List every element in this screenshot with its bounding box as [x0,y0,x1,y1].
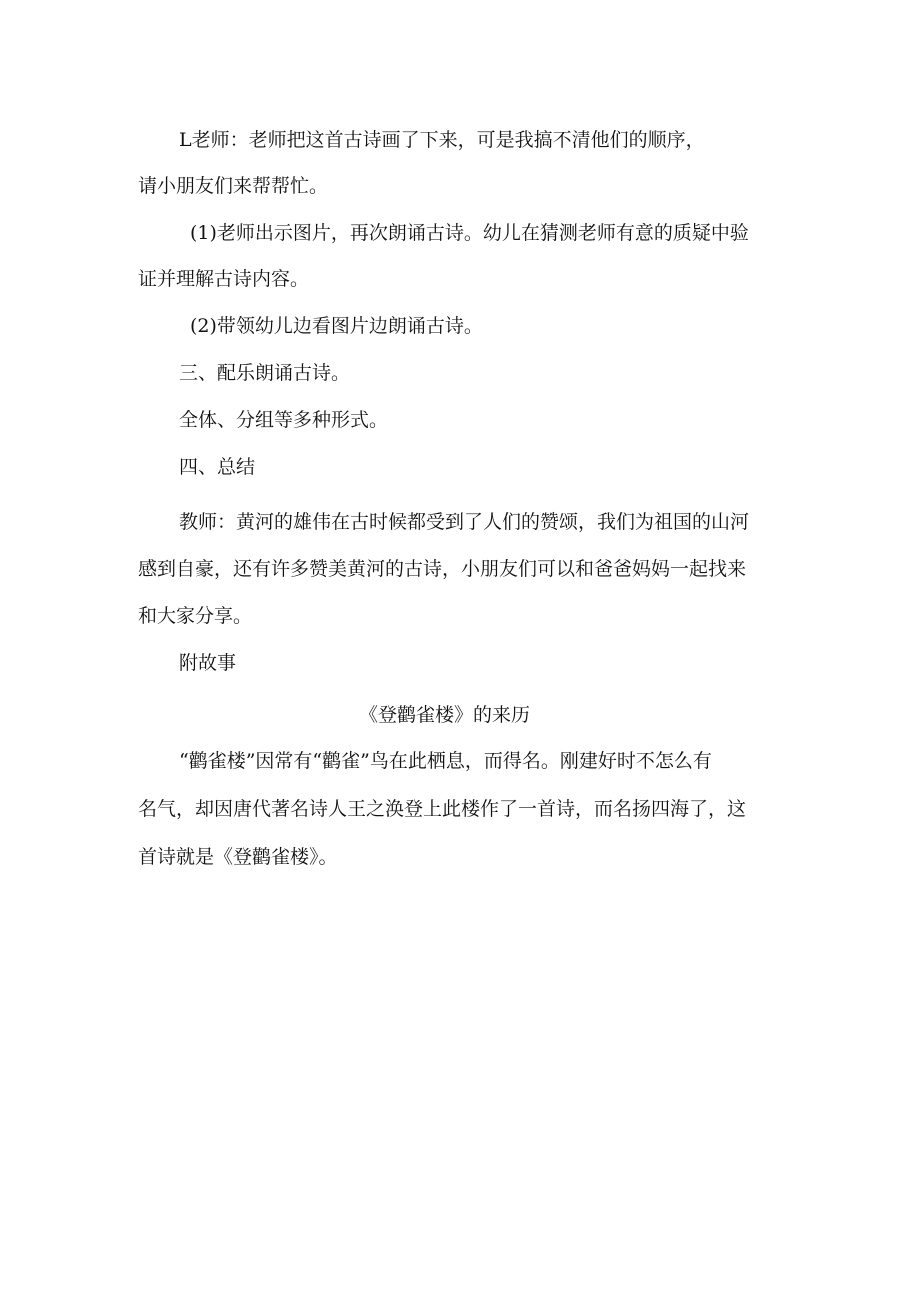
paragraph-7-line-2: 感到自豪，还有许多赞美黄河的古诗，小朋友们可以和爸爸妈妈一起找来 [138,558,747,580]
section-4-heading: 四、总结 [179,456,256,478]
story-line-2: 名气，却因唐代著名诗人王之涣登上此楼作了一首诗，而名扬四海了，这 [138,798,747,820]
paragraph-2-line-2: 证并理解古诗内容。 [138,268,310,290]
story-line-1: “鹳雀楼”因常有“鹳雀”鸟在此栖息，而得名。刚建好时不怎么有 [179,750,712,772]
story-title: 《登鹳雀楼》的来历 [359,704,531,726]
paragraph-7-line-1: 教师：黄河的雄伟在古时候都受到了人们的赞颂，我们为祖国的山河 [179,511,750,533]
paragraph-5-line-1: 全体、分组等多种形式。 [179,409,389,431]
section-3-heading: 三、配乐朗诵古诗。 [179,362,351,384]
paragraph-7-line-3: 和大家分享。 [138,605,253,627]
paragraph-1-line-2: 请小朋友们来帮帮忙。 [138,175,329,197]
paragraph-1-line-1: L老师：老师把这首古诗画了下来，可是我搞不清他们的顺序， [179,129,705,151]
paragraph-2-line-1: (1)老师出示图片，再次朗诵古诗。幼儿在猜测老师有意的质疑中验 [190,222,749,244]
story-line-3: 首诗就是《登鹳雀楼》。 [138,846,338,868]
appendix-label: 附故事 [179,652,237,674]
paragraph-3-line-1: (2)带领幼儿边看图片边朗诵古诗。 [190,315,483,337]
